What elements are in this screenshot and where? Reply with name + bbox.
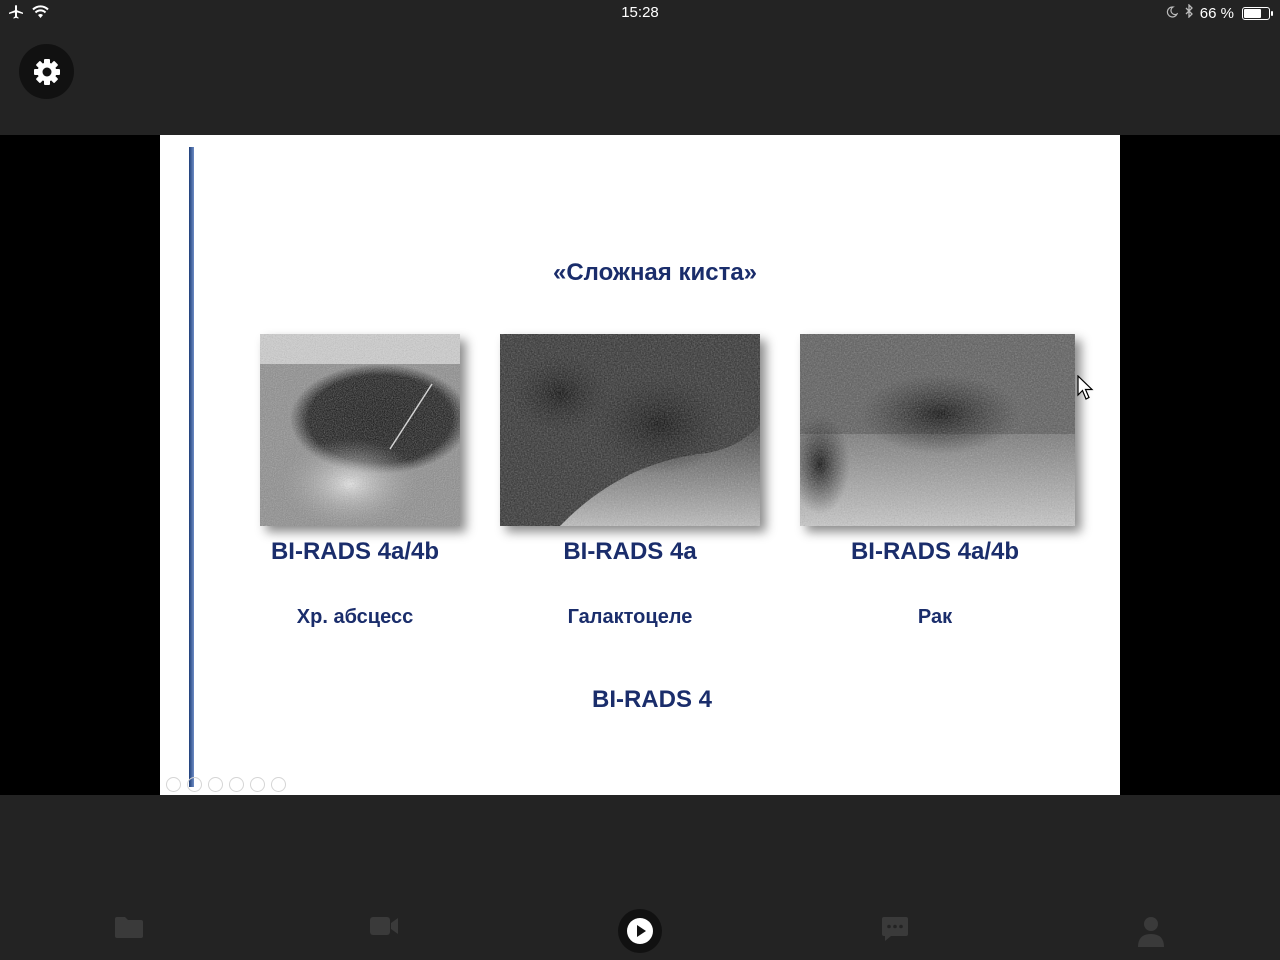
- image-3-rads-label: BI-RADS 4a/4b: [850, 538, 1020, 565]
- settings-button[interactable]: [19, 44, 74, 99]
- image-3-diagnosis: Рак: [917, 606, 953, 628]
- tab-chat[interactable]: [881, 915, 909, 948]
- status-time: 15:28: [621, 4, 659, 21]
- tab-video[interactable]: [369, 915, 399, 942]
- play-icon: [617, 908, 663, 954]
- ultrasound-image-cancer: [800, 334, 1075, 526]
- tab-profile[interactable]: [1137, 916, 1165, 953]
- battery-percent: 66 %: [1199, 4, 1234, 22]
- tab-play[interactable]: [617, 908, 663, 959]
- video-camera-icon: [369, 915, 399, 937]
- slide-prev-icon[interactable]: [166, 777, 181, 792]
- status-bar: [0, 0, 1280, 26]
- slide-title: «Сложная киста»: [552, 259, 758, 286]
- ultrasound-image-abscess: [260, 334, 460, 526]
- tab-files[interactable]: [114, 915, 144, 944]
- top-toolbar: [0, 26, 1280, 135]
- chat-icon: [881, 915, 909, 943]
- presentation-slide: [160, 135, 1120, 795]
- battery-fill: [1244, 9, 1261, 18]
- person-icon: [1137, 916, 1165, 948]
- battery-icon: [1242, 7, 1270, 20]
- mouse-cursor-icon: [1077, 375, 1095, 406]
- zoom-icon[interactable]: [250, 777, 265, 792]
- bluetooth-icon: [1184, 4, 1194, 22]
- slide-tools: [166, 777, 286, 792]
- gear-icon: [32, 57, 62, 87]
- bottom-tab-bar: [0, 795, 1280, 960]
- moon-icon: [1166, 5, 1178, 22]
- copy-icon[interactable]: [229, 777, 244, 792]
- video-player[interactable]: [0, 135, 1280, 795]
- image-1-diagnosis: Хр. абсцесс: [296, 606, 414, 628]
- pen-icon[interactable]: [208, 777, 223, 792]
- slide-next-icon[interactable]: [187, 777, 202, 792]
- folder-icon: [114, 915, 144, 939]
- image-1-rads-label: BI-RADS 4a/4b: [270, 538, 440, 565]
- slide-footer: BI-RADS 4: [591, 686, 712, 713]
- more-icon[interactable]: [271, 777, 286, 792]
- ultrasound-image-galactocele: [500, 334, 760, 526]
- status-right: [1166, 4, 1270, 22]
- image-2-rads-label: BI-RADS 4a: [563, 538, 697, 565]
- image-2-diagnosis: Галактоцеле: [567, 606, 693, 628]
